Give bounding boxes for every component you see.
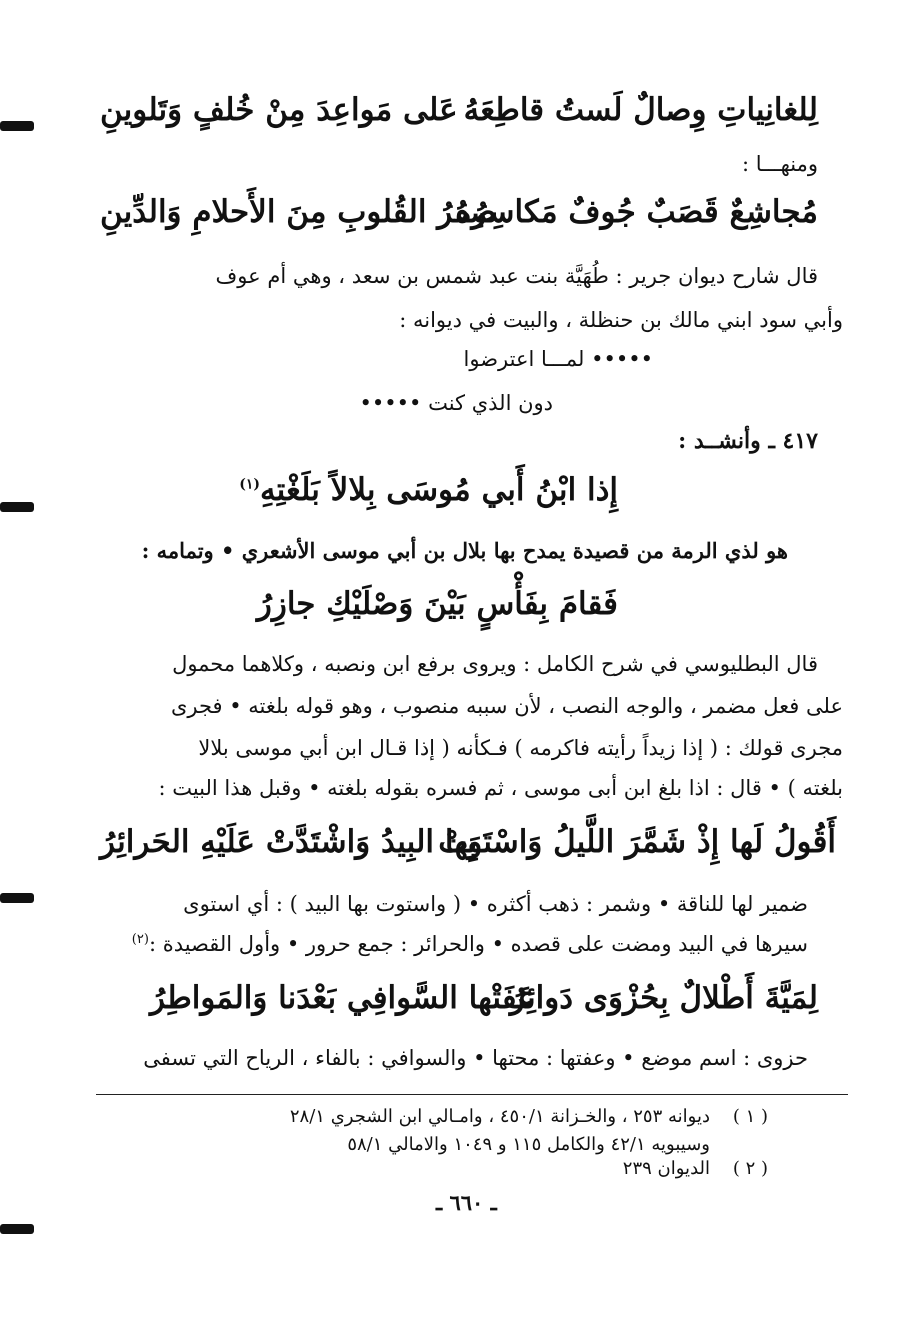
footnote-ref: (١): [239, 476, 261, 493]
commentary-line: ضمير لها للناقة • وشمر : ذهب أكثره • ( واستوت بها البيد ) : أي استوى: [183, 892, 808, 916]
verse-fragment: ••••• لمـــا اعترضوا: [463, 347, 653, 371]
verse-1-hemistich-left: عَلى مَواعِدَ مِنْ خُلفٍ وَتَلوينِ: [100, 92, 458, 128]
verse-1-hemistich-right: لِلغانِياتِ وِصالٌ لَستُ قاطِعَهُ: [463, 92, 818, 128]
commentary-line: حزوى : اسم موضع • وعفتها : محتها • والسوافي : بالفاء ، الرياح التي تسفى: [143, 1046, 808, 1070]
footnote-text: الديوان ٢٣٩: [622, 1158, 710, 1179]
commentary-line: مجرى قولك : ( إذا زيداً رأيته فاكرمه ) فـكأنه ( إذا قـال ابن أبي موسى بلالا: [198, 736, 843, 760]
commentary-line: قال شارح ديوان جرير : طُهَيَّة بنت عبد شمس بن سعد ، وهي أم عوف: [215, 264, 818, 288]
footnote-text: ديوانه ٢٥٣ ، والخـزانة ٤٥٠/١ ، وامـالي ابن الشجري ٢٨/١: [289, 1106, 710, 1127]
commentary-line: قال البطليوسي في شرح الكامل : ويروى برفع ابن ونصبه ، وكلاهما محمول: [172, 652, 818, 676]
binding-mark: [0, 121, 34, 131]
minha-label: ومنهـــا :: [741, 152, 818, 176]
binding-mark: [0, 502, 34, 512]
verse-fragment: دون الذي كنت •••••: [359, 391, 553, 415]
verse-before-hemistich-left: بِها البِيدُ وَاشْتَدَّتْ عَلَيْهِ الحَرائِرُ: [100, 824, 478, 860]
main-verse-text: إِذا ابْنُ أَبي مُوسَى بِلالاً بَلَغْتِهِ: [260, 472, 618, 508]
footnote-divider: [96, 1094, 848, 1095]
footnote-text: وسيبويه ٤٢/١ والكامل ١١٥ و ١٠٤٩ والامالي ٥٨/١: [347, 1134, 710, 1155]
commentary-line: بلغته ) • قال : اذا بلغ ابن أبى موسى ، ثم فسره بقوله بلغته • وقبل هذا البيت :: [158, 776, 843, 800]
footnote-number: ( ٢ ): [732, 1158, 768, 1179]
commentary-line: وأبي سود ابني مالك بن حنظلة ، والبيت في ديوانه :: [399, 308, 843, 332]
commentary-line: على فعل مضمر ، والوجه النصب ، لأن سببه منصوب ، وهو قوله بلغته • فجرى: [170, 694, 843, 718]
section-heading: ٤١٧ ـ وأنشــد :: [678, 428, 818, 454]
verse-2-hemistich-right: مُجاشِعٌ قَصَبٌ جُوفٌ مَكاسِرُهُ: [455, 194, 818, 230]
binding-mark: [0, 1224, 34, 1234]
page-number: ـ ٦٦٠ ـ: [436, 1190, 497, 1215]
commentary-text: سيرها في البيد ومضت على قصده • والحرائر : جمع حرور • وأول القصيدة :: [148, 932, 808, 956]
intro-line: هو لذي الرمة من قصيدة يمدح بها بلال بن أبي موسى الأشعري • وتمامه :: [141, 538, 788, 563]
verse-before-hemistich-right: أَقُولُ لَها إِذْ شَمَّرَ اللَّيلُ وَاسْتَوَتْ: [438, 824, 836, 860]
first-verse-hemistich-left: عَفَتْها السَّوافِي بَعْدَنا وَالمَواطِرُ: [150, 980, 536, 1016]
main-verse: [239, 472, 618, 508]
first-verse-hemistich-right: لِمَيَّةَ أَطْلالٌ بِحُزْوَى دَوائِرُ: [509, 980, 818, 1016]
verse-2-hemistich-left: صِفرُ القُلوبِ مِنَ الأَحلامِ وَالدِّينِ: [100, 194, 497, 230]
footnote-ref: (٢): [131, 932, 149, 947]
completion-verse: فَقامَ بِفَأْسٍ بَيْنَ وَصْلَيْكِ جازِرُ: [256, 586, 618, 622]
footnote-number: ( ١ ): [732, 1106, 768, 1127]
binding-mark: [0, 893, 34, 903]
commentary-line: [132, 932, 808, 956]
